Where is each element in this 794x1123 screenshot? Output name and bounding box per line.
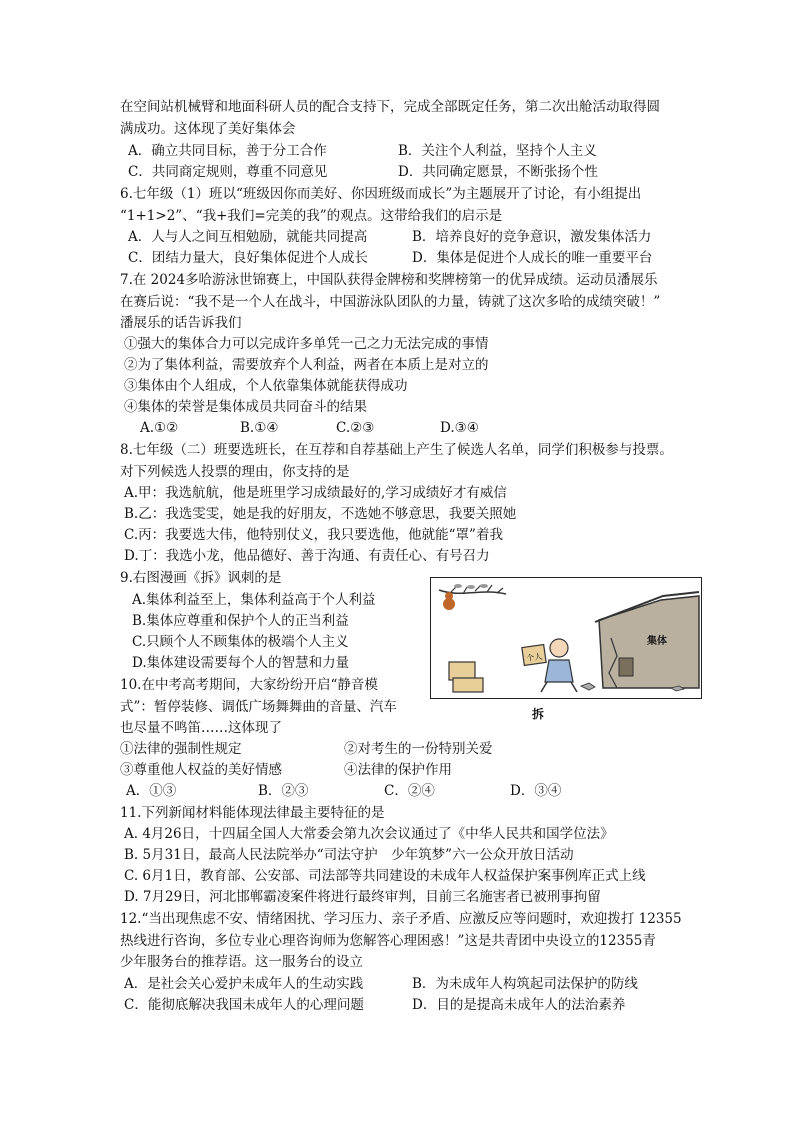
q10-item-4: ④法律的保护作用 — [344, 762, 452, 778]
q9-option-c: C.只顾个人不顾集体的极端个人主义 — [132, 634, 349, 650]
q5-stem-line2: 满成功。这体现了美好集体会 — [120, 121, 296, 137]
q10-option-b: B．②③ — [258, 783, 309, 799]
q10-item-3: ③尊重他人权益的美好情感 — [120, 762, 282, 778]
cartoon-caption: 拆 — [532, 707, 545, 721]
q12-stem-line3: 少年服务台的推荐语。这一服务台的设立 — [120, 954, 363, 970]
q7-option-a: A.①② — [140, 420, 179, 436]
q7-item-3: ③集体由个人组成，个人依靠集体就能获得成功 — [124, 378, 408, 394]
q10-item-1: ①法律的强制性规定 — [120, 741, 242, 757]
q7-item-4: ④集体的荣誉是集体成员共同奋斗的结果 — [124, 399, 367, 415]
q11-option-c: C. 6月1日，教育部、公安部、司法部等共同建设的未成年人权益保护案事例库正式上线 — [124, 868, 646, 884]
q6-stem-line2: “1+1>2”、“我+我们=完美的我”的观点。这带给我们的启示是 — [120, 208, 503, 224]
q10-stem-line3: 也尽量不鸣笛……这体现了 — [120, 720, 282, 736]
q7-stem-line3: 潘展乐的话告诉我们 — [120, 315, 242, 331]
q11-option-b: B. 5月31日，最高人民法院举办“司法守护 少年筑梦”六一公众开放日活动 — [124, 847, 574, 863]
q6-option-a: A．人与人之间互相勉励，就能共同提高 — [128, 229, 368, 245]
q8-option-b: B.乙：我选雯雯，她是我的好朋友，不选她不够意思，我要关照她 — [124, 506, 517, 522]
q9-option-d: D.集体建设需要每个人的智慧和力量 — [132, 655, 350, 671]
cartoon-wall-label: 集体 — [647, 636, 667, 647]
q6-option-c: C．团结力量大，良好集体促进个人成长 — [128, 250, 368, 266]
q8-option-d: D.丁：我选小龙，他品德好、善于沟通、有责任心、有号召力 — [124, 548, 490, 564]
q7-option-c: C.②③ — [336, 420, 375, 436]
q9-option-a: A.集体利益至上，集体利益高于个人利益 — [132, 592, 376, 608]
q5-option-b: B．关注个人利益，坚持个人主义 — [398, 143, 597, 159]
q5-option-c: C．共同商定规则，尊重不同意见 — [128, 164, 328, 180]
q5-stem-line1: 在空间站机械臂和地面科研人员的配合支持下，完成全部既定任务，第二次出舱活动取得圆 — [120, 99, 660, 115]
q8-option-c: C.丙：我要选大伟，他特别仗义，我只要选他，他就能“罩”着我 — [124, 527, 503, 543]
q11-stem: 11.下列新闻材料能体现法律最主要特征的是 — [120, 805, 385, 821]
cartoon-box-label: 个人 — [525, 651, 543, 664]
q8-stem-line2: 对下列候选人投票的理由，你支持的是 — [120, 464, 350, 480]
q10-stem-line2: 式”：暂停装修、调低广场舞舞曲的音量、汽车 — [120, 699, 397, 715]
cartoon-chai — [430, 577, 702, 699]
q12-option-c: C．能彻底解决我国未成年人的心理问题 — [124, 997, 364, 1013]
q12-option-b: B．为未成年人构筑起司法保护的防线 — [412, 976, 638, 992]
q12-option-a: A．是社会关心爱护未成年人的生动实践 — [124, 976, 364, 992]
q11-option-a: A. 4月26日，十四届全国人大常委会第九次会议通过了《中华人民共和国学位法》 — [124, 826, 614, 842]
q7-option-d: D.③④ — [440, 420, 479, 436]
q5-option-d: D．共同确定愿景，不断张扬个性 — [398, 164, 598, 180]
q10-option-c: C．②④ — [384, 783, 435, 799]
q12-stem-line1: 12.“当出现焦虑不安、情绪困扰、学习压力、亲子矛盾、应激反应等问题时，欢迎拨打 12355 — [120, 911, 682, 927]
q10-stem-line1: 10.在中考高考期间，大家纷纷开启“静音模 — [120, 677, 378, 693]
q9-option-b: B.集体应尊重和保护个人的正当利益 — [132, 613, 349, 629]
q7-option-b: B.①④ — [240, 420, 279, 436]
q6-option-d: D．集体是促进个人成长的唯一重要平台 — [412, 250, 653, 266]
q6-stem-line1: 6.七年级（1）班以“班级因你而美好、你因班级而成长”为主题展开了讨论，有小组提出 — [120, 186, 642, 202]
q6-option-b: B．培养良好的竞争意识，激发集体活力 — [412, 229, 652, 245]
q12-option-d: D．目的是提高未成年人的法治素养 — [412, 997, 626, 1013]
q7-stem-line1: 7.在 2024多哈游泳世锦赛上，中国队获得金牌榜和奖牌榜第一的优异成绩。运动员潘展乐 — [120, 272, 658, 288]
q10-item-2: ②对考生的一份特别关爱 — [344, 741, 493, 757]
q7-stem-line2: 在赛后说：“我不是一个人在战斗，中国游泳队团队的力量，铸就了这次多哈的成绩突破！” — [120, 294, 661, 310]
q8-option-a: A.甲：我选航航，他是班里学习成绩最好的,学习成绩好才有威信 — [124, 485, 507, 501]
q11-option-d: D. 7月29日，河北邯郸霸凌案件将进行最终审判，目前三名施害者已被刑事拘留 — [124, 889, 601, 905]
q12-stem-line2: 热线进行咨询，多位专业心理咨询师为您解答心理困惑！”这是共青团中央设立的12355青 — [120, 933, 656, 949]
q7-item-1: ①强大的集体合力可以完成许多单凭一己之力无法完成的事情 — [124, 336, 489, 352]
q10-option-d: D．③④ — [510, 783, 562, 799]
q5-option-a: A．确立共同目标，善于分工合作 — [128, 143, 327, 159]
q10-option-a: A．①③ — [126, 783, 177, 799]
cartoon-illustration — [431, 578, 701, 698]
q8-stem-line1: 8.七年级（二）班要选班长，在互荐和自荐基础上产生了候选人名单，同学们积极参与投票。 — [120, 442, 673, 458]
q7-item-2: ②为了集体利益，需要放弃个人利益，两者在本质上是对立的 — [124, 357, 489, 373]
q9-stem: 9.右图漫画《拆》讽刺的是 — [120, 570, 282, 586]
